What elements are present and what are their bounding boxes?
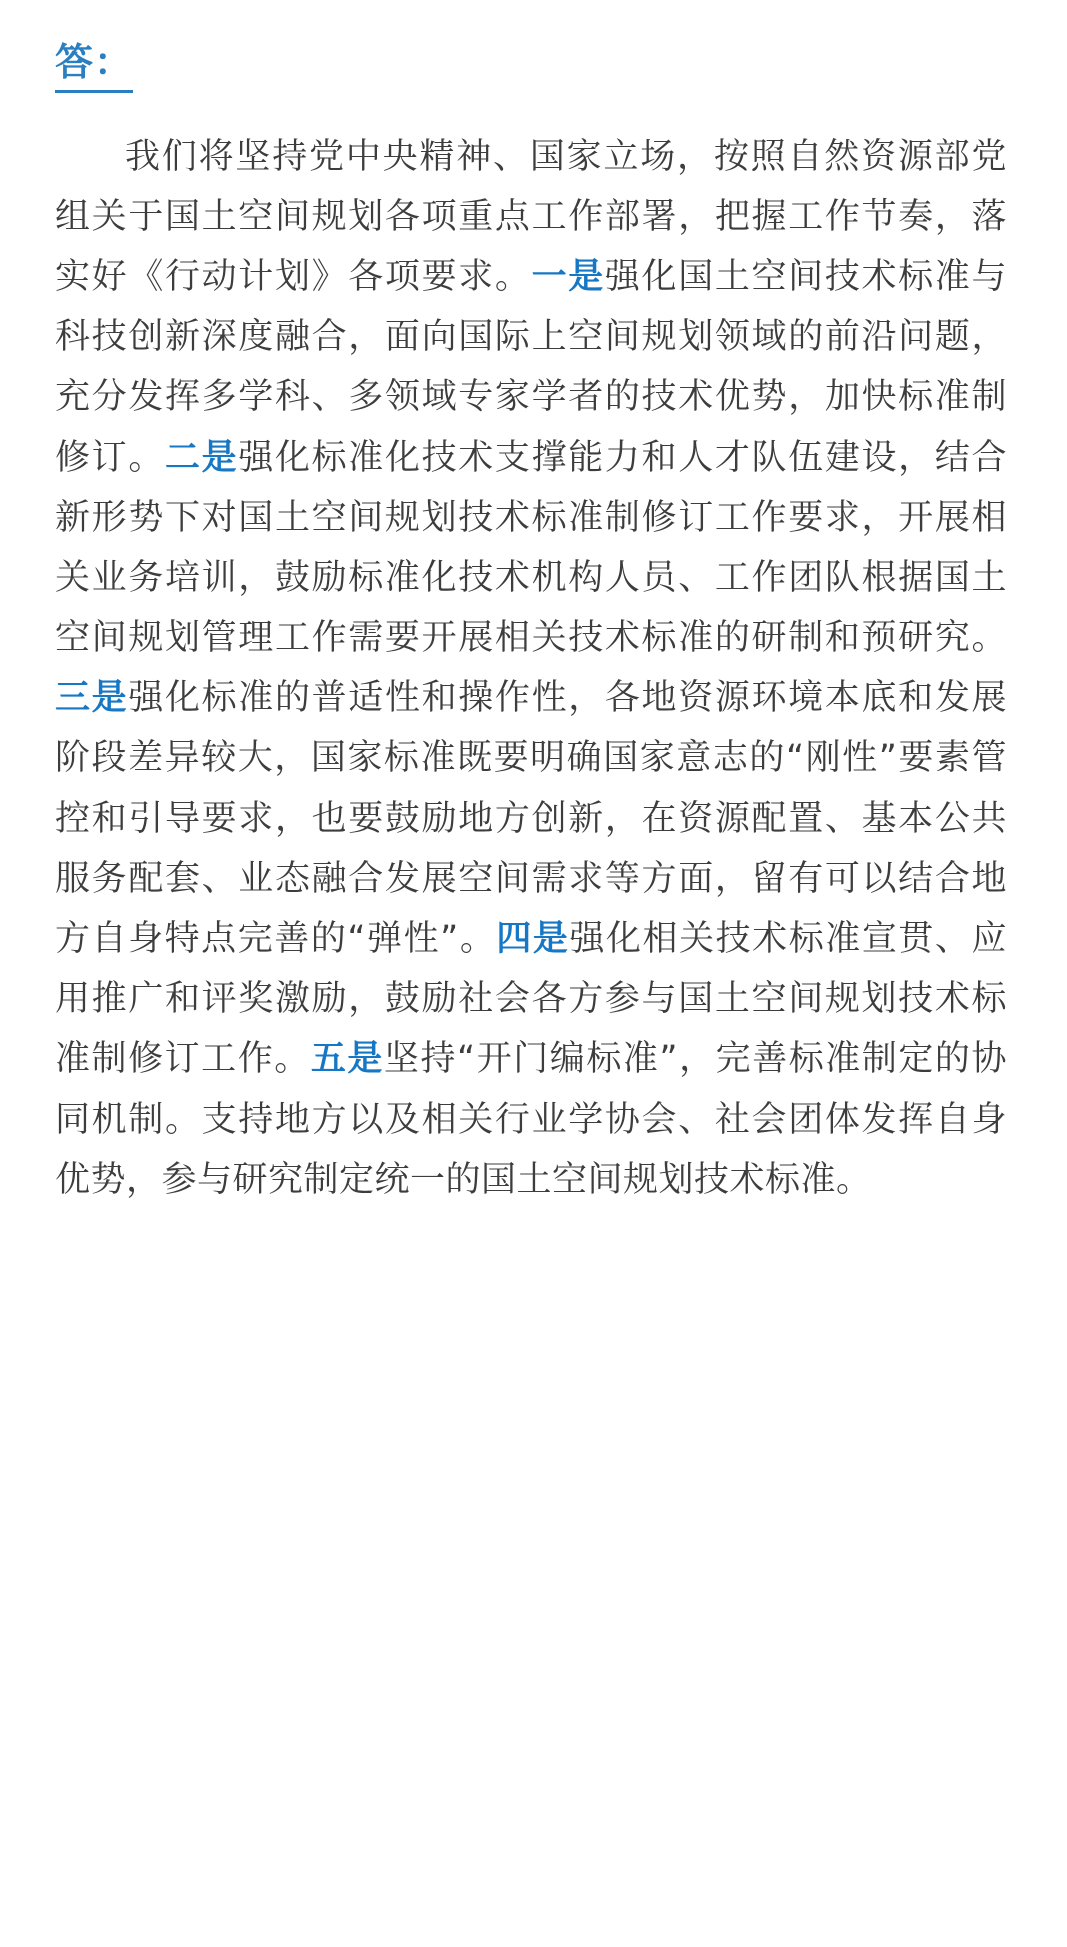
paragraph-text: 强化标准的普适性和操作性，各地资源环境本底和发展阶段差异较大，国家标准既要明确国家意志的“刚性”要素管控和引导要求，也要鼓励地方创新，在资源配置、基本公共服务配套、业态融合发展空间需求等方面，留有可以结合地方自身特点完善的“弹性”。 <box>55 678 1007 960</box>
paragraph-text: 强化国土空间技术标准与科技创新深度融合，面向国际上空间规划领域的前沿问题，充分发挥多学科、多领域专家学者的技术优势，加快标准制修订。 <box>55 256 1007 478</box>
paragraph-text: 强化标准化技术支撑能力和人才队伍建设，结合新形势下对国土空间规划技术标准制修订工作要求，开展相关业务培训，鼓励标准化技术机构人员、工作团队根据国土空间规划管理工作需要开展相关技术标准的研制和预研究。 <box>55 437 1007 659</box>
answer-heading: 答： <box>55 40 133 93</box>
paragraph-text: 我们将坚持党中央精神、国家立场，按照自然资源部党组关于国土空间规划各项重点工作部署，把握工作节奏，落实好《行动计划》各项要求。 <box>55 136 1007 297</box>
paragraph-text: 坚持“开门编标准”，完善标准制定的协同机制。支持地方以及相关行业学协会、社会团体发挥自身优势，参与研究制定统一的国土空间规划技术标准。 <box>55 1039 1007 1200</box>
paragraph-keyword: 二是 <box>164 437 239 478</box>
paragraph-keyword: 五是 <box>310 1039 384 1080</box>
paragraph-keyword: 四是 <box>496 919 570 960</box>
answer-paragraph <box>55 127 1007 1210</box>
paragraph-keyword: 三是 <box>55 678 129 719</box>
paragraph-text: 强化相关技术标准宣贯、应用推广和评奖激励，鼓励社会各方参与国土空间规划技术标准制修订工作。 <box>55 919 1007 1080</box>
answer-heading-row <box>55 30 1007 127</box>
paragraph-keyword: 一是 <box>531 256 605 297</box>
